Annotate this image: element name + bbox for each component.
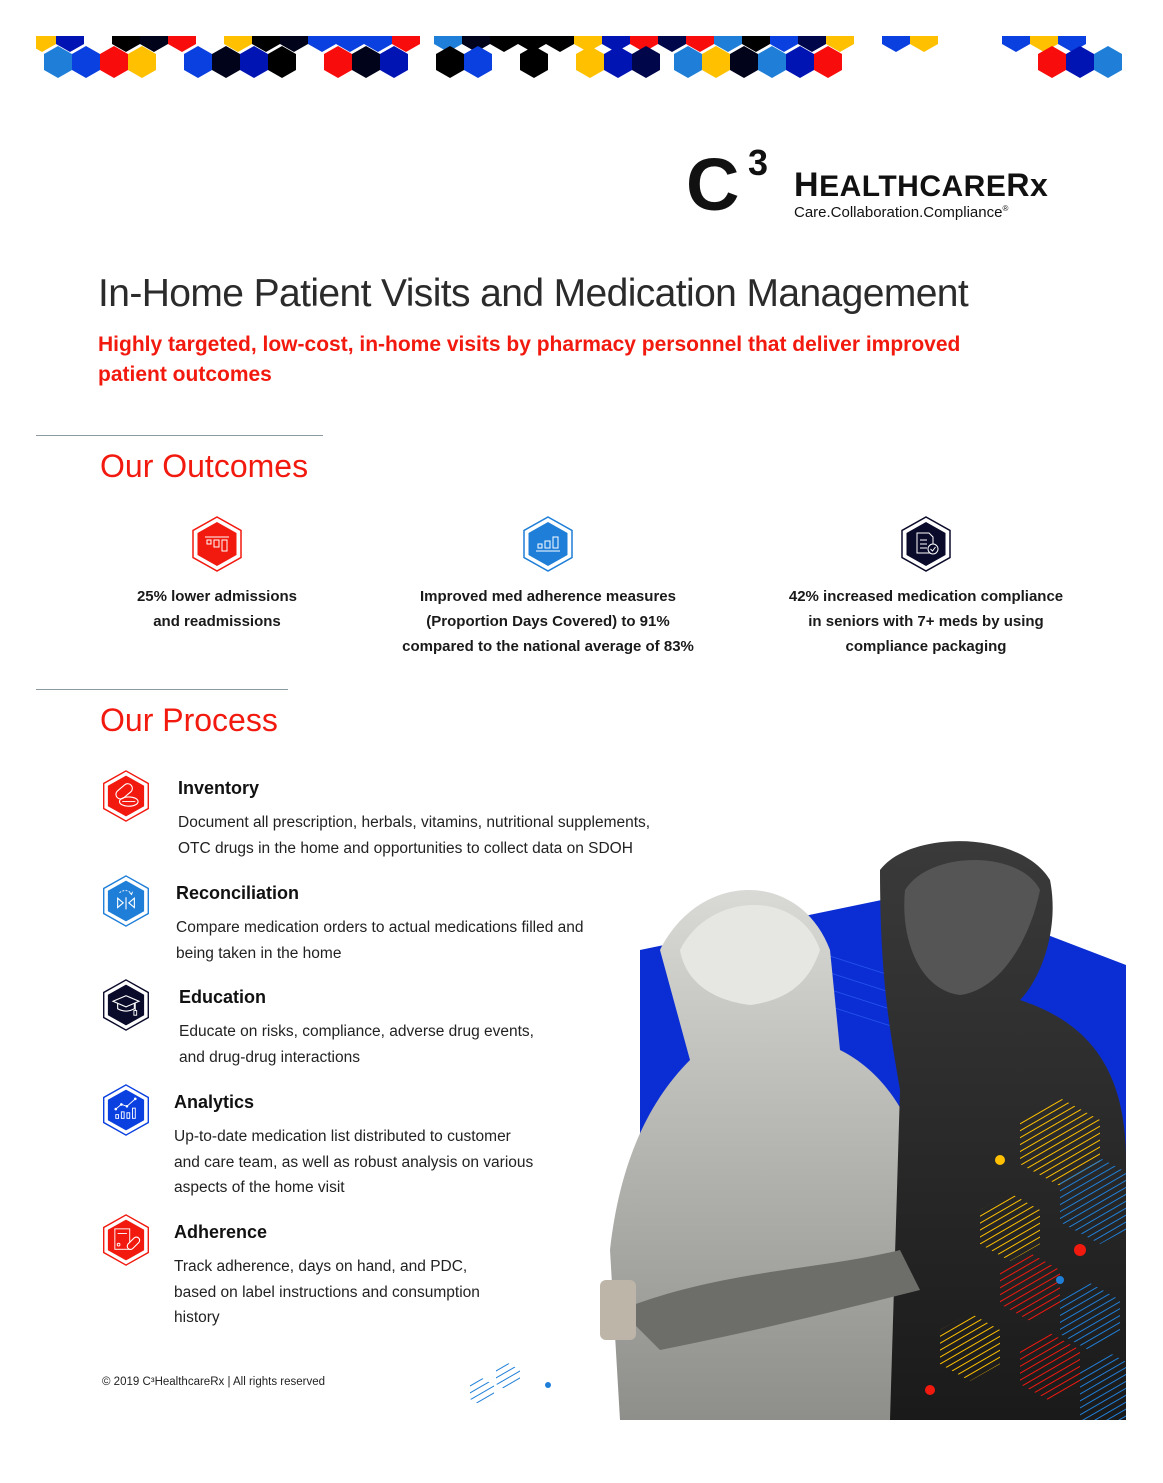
section-divider (36, 435, 323, 436)
step-title: Analytics (174, 1092, 255, 1112)
step-description: Educate on risks, compliance, adverse drug events, and drug-drug interactions (179, 1023, 534, 1066)
page-title: In-Home Patient Visits and Medication Management (98, 272, 969, 315)
outcome-text: 25% lower admissions and readmissions (136, 588, 298, 630)
step-title: Education (179, 987, 267, 1007)
step-description: Track adherence, days on hand, and PDC, based on label instructions and consumption history (174, 1258, 480, 1326)
bar-chart-up-icon (520, 516, 576, 572)
hexagon-pattern-band (36, 36, 1126, 84)
pills-icon (100, 770, 152, 822)
step-description: Up-to-date medication list distributed to customer and care team, as well as robust analysis on various aspects of the home visit (174, 1128, 534, 1196)
company-logo (686, 142, 1066, 228)
step-title: Reconciliation (176, 883, 300, 903)
page-subtitle: Highly targeted, low-cost, in-home visits by pharmacy personnel that deliver improved patient outcomes (98, 333, 961, 386)
process-step (100, 1214, 520, 1329)
outcome-item (378, 516, 718, 659)
analytics-chart-icon (100, 1084, 152, 1136)
logo-superscript: 3 (748, 142, 769, 183)
section-divider (36, 689, 288, 690)
copyright-footer: © 2019 C³HealthcareRx | All rights reserved (102, 1376, 326, 1388)
step-title: Adherence (174, 1222, 268, 1242)
step-description: Compare medication orders to actual medications filled and being taken in the home (176, 919, 584, 962)
compare-arrows-icon (100, 875, 152, 927)
outcome-text: 42% increased medication compliance in seniors with 7+ meds by using compliance packaging (788, 588, 1064, 655)
process-step (100, 1084, 570, 1199)
process-step (100, 979, 580, 1069)
outcome-item (756, 516, 1096, 659)
graduation-cap-icon (100, 979, 152, 1031)
outcome-item (47, 516, 387, 634)
bar-chart-down-icon (189, 516, 245, 572)
step-title: Inventory (178, 778, 260, 798)
logo-wordmark: HEALTHCARERx (794, 166, 1049, 204)
logo-mark: C (686, 143, 738, 226)
prescription-pill-icon (100, 1214, 152, 1266)
process-step (100, 770, 700, 860)
outcome-text: Improved med adherence measures (Proportion Days Covered) to 91% compared to the national average of 83% (402, 588, 694, 655)
logo-tagline: Care.Collaboration.Compliance® (794, 204, 1009, 221)
document-check-icon (898, 516, 954, 572)
process-step (100, 875, 660, 965)
outcomes-section-title: Our Outcomes (100, 448, 309, 484)
step-description: Document all prescription, herbals, vitamins, nutritional supplements, OTC drugs in the home and opportunities to collect data on SDOH (178, 814, 651, 857)
process-section-title: Our Process (100, 702, 278, 738)
